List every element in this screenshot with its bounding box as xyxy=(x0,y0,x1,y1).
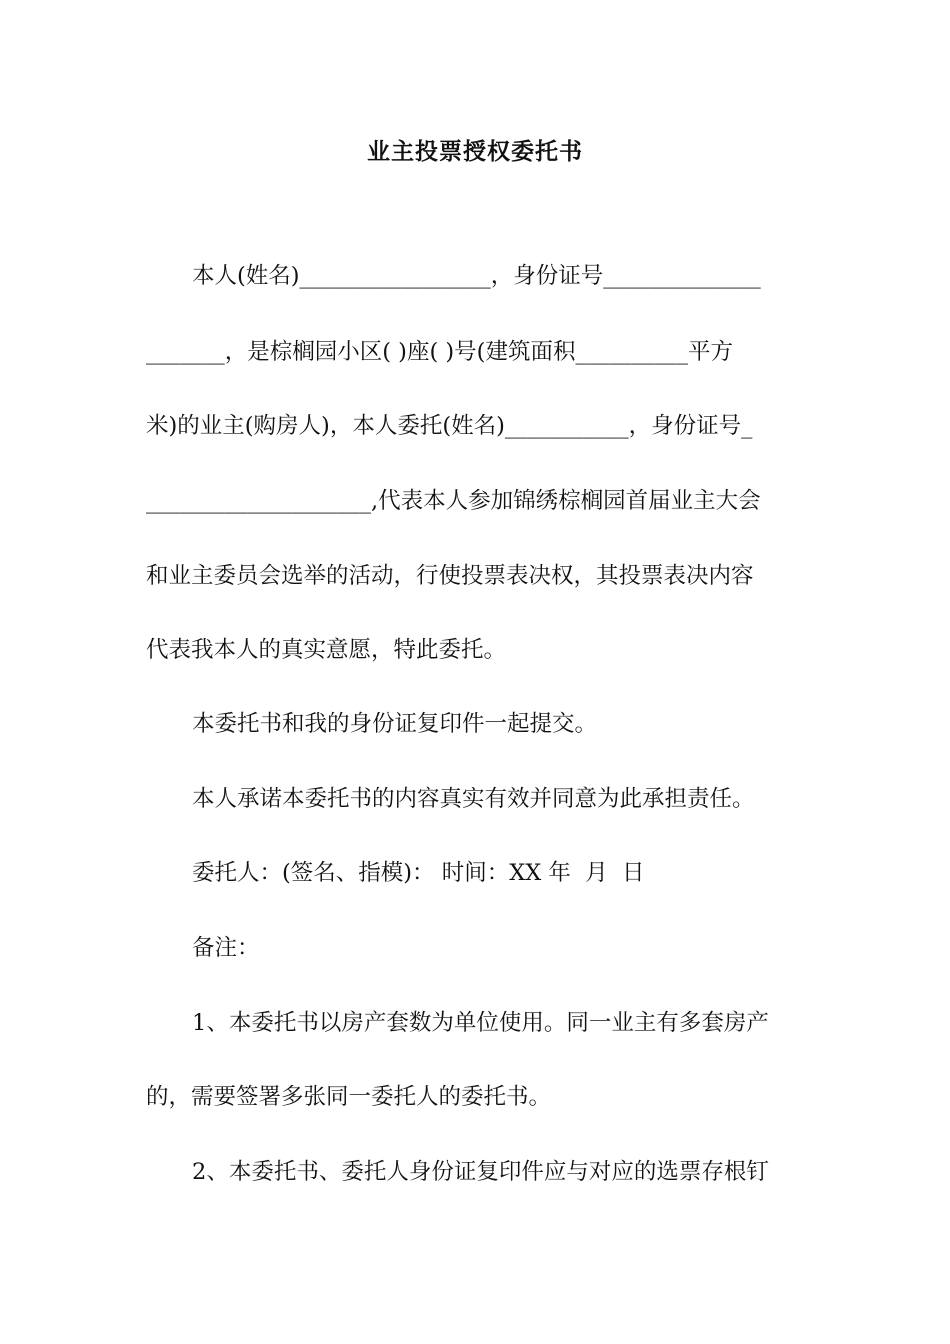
paragraph-line: _______，是棕榈园小区( )座( )号(建筑面积__________平方 xyxy=(146,339,733,365)
document-title: 业主投票授权委托书 xyxy=(367,138,583,165)
paragraph-line: 代表我本人的真实意愿，特此委托。 xyxy=(146,637,507,663)
paragraph-line: 米)的业主(购房人)，本人委托(姓名)___________，身份证号_ xyxy=(146,413,753,439)
paragraph-line: 和业主委员会选举的活动，行使投票表决权，其投票表决内容 xyxy=(146,563,754,589)
paragraph-line: 本人承诺本委托书的内容真实有效并同意为此承担责任。 xyxy=(192,786,755,812)
signature-line: 委托人：(签名、指模)： 时间：XX 年 月 日 xyxy=(192,860,645,886)
paragraph-line: 本委托书和我的身份证复印件一起提交。 xyxy=(192,711,598,737)
paragraph-line: ____________________,代表本人参加锦绣棕榈园首届业主大会 xyxy=(146,488,761,514)
notes-heading: 备注： xyxy=(192,935,260,961)
note-item: 2、本委托书、委托人身份证复印件应与对应的选票存根钉 xyxy=(192,1159,769,1185)
note-item: 1、本委托书以房产套数为单位使用。同一业主有多套房产 xyxy=(192,1010,769,1036)
note-item-continuation: 的，需要签署多张同一委托人的委托书。 xyxy=(146,1084,552,1110)
paragraph-line: 本人(姓名)_________________，身份证号______________ xyxy=(192,263,761,289)
